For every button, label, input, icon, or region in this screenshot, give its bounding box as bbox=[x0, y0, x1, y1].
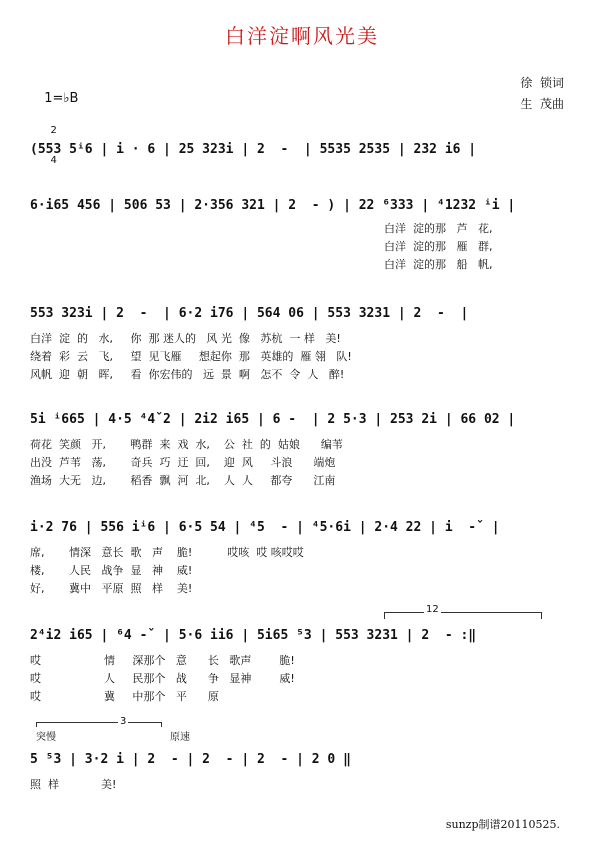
lyric-line-2-3: 白洋 淀的那 船 帆, bbox=[384, 258, 493, 271]
notation-line-2: 6·i65 456 | 506 53 | 2·356 321 | 2 - ) | 22 ⁶333 | ⁴1232 ⁱi | bbox=[30, 198, 516, 213]
key-signature bbox=[36, 76, 78, 186]
triplet-bracket bbox=[36, 722, 162, 727]
lyric-line-3-2: 绕着 彩 云 飞, 望 见飞雁 想起你 那 英雄的 雁 翎 队! bbox=[30, 350, 352, 363]
notation-line-7: 5 ⁵3 | 3·2 i | 2 - | 2 - | 2 - | 2 0 ‖ bbox=[30, 752, 351, 767]
lyric-line-6-3: 哎 冀 中那个 平 原 bbox=[30, 690, 219, 703]
lyric-line-2-1: 白洋 淀的那 芦 花, bbox=[384, 222, 493, 235]
slow-marker: 突慢 bbox=[36, 732, 56, 743]
lyric-line-5-1: 席, 情深 意长 歌 声 脆! 哎咳 哎 咳哎哎 bbox=[30, 546, 304, 559]
volta-bracket bbox=[384, 612, 542, 619]
notation-line-5: i·2 76 | 556 iⁱ6 | 6·5 54 | ⁴5 - | ⁴5·6i | 2·4 22 | i -ˇ | bbox=[30, 520, 500, 535]
lyric-line-5-3: 好, 冀中 平原 照 样 美! bbox=[30, 582, 193, 595]
time-bottom: 4 bbox=[50, 155, 57, 166]
composer-credit: 生 茂曲 bbox=[520, 97, 564, 111]
song-title: 白洋淀啊风光美 bbox=[225, 24, 379, 48]
notation-line-4: 5i ⁱ665 | 4·5 ⁴4ˇ2 | 2i2 i65 | 6 - | 2 5·3 | 253 2i | 66 02 | bbox=[30, 412, 516, 427]
lyric-line-6-1: 哎 情 深那个 意 长 歌声 脆! bbox=[30, 654, 295, 667]
notation-line-6: 2⁴i2 i65 | ⁶4 -ˇ | 5·6 ii6 | 5i65 ⁵3 | 553 3231 | 2 - :‖ bbox=[30, 628, 477, 643]
lyric-line-4-1: 荷花 笑颜 开, 鸭群 来 戏 水, 公 社 的 姑娘 编苇 bbox=[30, 438, 343, 451]
transcriber-credit: sunzp制谱20110525. bbox=[445, 818, 560, 831]
lyric-line-4-3: 渔场 大无 边, 稻香 飘 河 北, 人 人 都夸 江南 bbox=[30, 474, 336, 487]
lyric-line-7-1: 照 样 美! bbox=[30, 778, 117, 791]
time-top: 2 bbox=[50, 125, 57, 136]
volta-label: 12 bbox=[426, 604, 439, 615]
notation-line-1: (553 5ⁱ6 | i · 6 | 25 323i | 2 - | 5535 2535 | 232 i6 | bbox=[30, 142, 477, 157]
lyric-line-5-2: 楼, 人民 战争 显 神 威! bbox=[30, 564, 193, 577]
triplet-label: 3 bbox=[120, 716, 127, 727]
key-label: 1=♭B bbox=[44, 91, 79, 106]
notation-line-3: 553 323i | 2 - | 6·2 i76 | 564 06 | 553 3231 | 2 - | bbox=[30, 306, 469, 321]
tempo-marker: 原速 bbox=[170, 732, 190, 743]
lyric-line-2-2: 白洋 淀的那 雁 群, bbox=[384, 240, 493, 253]
lyric-line-6-2: 哎 人 民那个 战 争 显神 威! bbox=[30, 672, 295, 685]
lyricist-credit: 徐 锁词 bbox=[520, 76, 564, 90]
lyric-line-3-3: 风帆 迎 朝 晖, 看 你宏伟的 远 景 啊 怎不 令 人 醉! bbox=[30, 368, 345, 381]
lyric-line-3-1: 白洋 淀 的 水, 你 那 迷人的 风 光 像 苏杭 一 样 美! bbox=[30, 332, 341, 345]
lyric-line-4-2: 出没 芦苇 荡, 奇兵 巧 迂 回, 迎 风 斗浪 端炮 bbox=[30, 456, 336, 469]
